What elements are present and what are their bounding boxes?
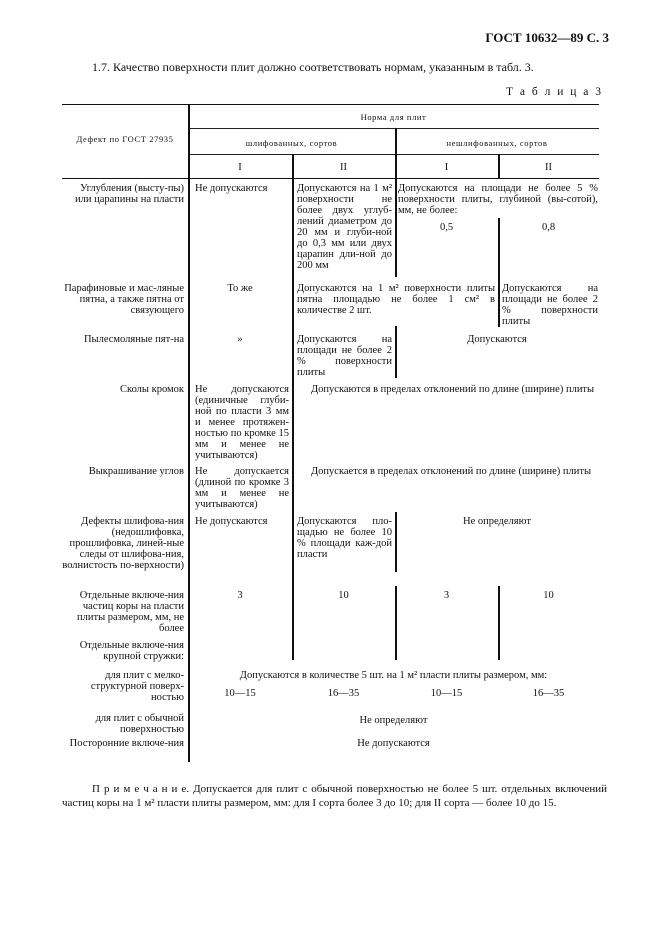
row1-defect: Углубления (высту-пы) или царапины на пласти [75, 183, 184, 205]
row5-rest: Допускается в пределах отклонений по длине (ширине) плиты [311, 466, 592, 477]
row8-defect: Отдельные включе-ния крупной стружки: [79, 640, 184, 662]
intro-paragraph: 1.7. Качество поверхности плит должно соответствовать нормам, указанным в табл. 3. [92, 60, 534, 74]
page-header: ГОСТ 10632—89 С. 3 [485, 30, 609, 45]
rule-under-norm [188, 128, 599, 129]
row9-unsanded-2: 16—35 [532, 688, 565, 699]
row9-unsanded-1: 10—15 [430, 688, 463, 699]
row2-defect: Парафиновые и мас-ляные пятна, а также пятна от связующего [64, 283, 184, 316]
row9-span: Допускаются в количестве 5 шт. на 1 м² пласти плиты размером, мм: [239, 670, 548, 681]
row4-rest: Допускаются в пределах отклонений по длине (ширине) плиты [311, 384, 595, 395]
grade-s1-header: I [238, 162, 242, 173]
col-norm-header: Норма для плит [360, 112, 427, 122]
row3-unsanded: Допускаются [467, 334, 527, 345]
row3-sanded-1: » [237, 334, 243, 345]
row7-unsanded-1: 3 [443, 590, 450, 601]
grade-u1-header: I [444, 162, 449, 173]
col-unsanded-header: нешлифованных, сортов [446, 138, 548, 148]
row2-s2-u1: Допускаются на 1 м² поверхности плиты пятна площадью не более 1 см² в количестве 2 шт. [297, 283, 495, 316]
row5-sanded-1: Не допускается (длиной по кромке 3 мм и менее не учитываются) [195, 466, 289, 510]
row11-span: Не допускаются [357, 738, 430, 749]
row2-unsanded-2: Допускаются на площади не более 2 % поверхности плиты [502, 283, 598, 327]
row6-sanded-2: Допускаются пло-щадью не более 10 % площади каж-дой пласти [297, 516, 392, 560]
grade-u2-header: II [545, 162, 552, 173]
row10-span: Не определяют [359, 715, 428, 726]
col-sanded-header: шлифованных, сортов [245, 138, 338, 148]
row9-sanded-2: 16—35 [327, 688, 360, 699]
header-bottom-rule [62, 178, 599, 179]
vline-u1-u2-a [498, 218, 500, 327]
row1-unsanded-span: Допускаются на площади не более 5 % поверхности плиты, глубиной (вы-сотой), мм, не более: [398, 183, 598, 216]
row11-defect: Посторонние включе-ния [69, 738, 184, 749]
row7-sanded-1: 3 [237, 590, 243, 601]
row10-defect: для плит с обычной поверхностью [95, 713, 184, 735]
row2-sanded-1: То же [227, 283, 253, 294]
row4-sanded-1: Не допускаются (единичные глуби-ной по пласти 3 мм и менее протяжен-ностью по кромке 15 мм и менее не учитываются) [195, 384, 289, 461]
row6-sanded-1: Не допускаются [195, 516, 268, 527]
row3-sanded-2: Допускаются на площади не более 2 % поверхности плиты [297, 334, 392, 378]
row9-defect: для плит с мелко-структурной поверх-ностью [90, 670, 184, 703]
row3-defect: Пылесмоляные пят-на [83, 334, 184, 345]
row7-defect: Отдельные включе-ния частиц коры на пласти плиты размером, мм, не более [77, 590, 184, 634]
table-title: Т а б л и ц а 3 [505, 86, 603, 98]
grade-s2-header: II [340, 162, 347, 173]
row4-defect: Сколы кромок [120, 384, 184, 395]
table-top-rule [62, 104, 599, 105]
row1-unsanded-2: 0,8 [541, 222, 556, 233]
vline-s1-s2 [292, 154, 294, 660]
row7-unsanded-2: 10 [543, 590, 554, 601]
row6-defect: Дефекты шлифова-ния (недошлифовка, прошлифовка, линей-ные следы от шлифова-ния, волнистость по-верхности) [62, 516, 184, 571]
rule-under-sort-groups [188, 154, 599, 155]
table-note: П р и м е ч а н и е. Допускается для плит с обычной поверхностью не более 5 шт. отдельных включений частиц коры на 1 м² пласти плиты размером, мм: для I сорта более 3 до 10; для II сорта — более 10 до 15. [62, 783, 607, 809]
row9-sanded-1: 10—15 [224, 688, 256, 699]
row7-sanded-2: 10 [338, 590, 349, 601]
col-defect-header: Дефект по ГОСТ 27935 [76, 134, 174, 144]
row1-sanded-1: Не допускаются [195, 183, 268, 194]
vline-defect [188, 104, 190, 762]
row5-defect: Выкрашивание углов [88, 466, 184, 477]
row1-unsanded-1: 0,5 [439, 222, 454, 233]
row1-sanded-2: Допускаются на 1 м² поверхности не более двух углуб-лений диаметром до 20 мм и глуби-ной до 0,3 мм или двух царапин дли-ной до 200 мм [297, 183, 392, 271]
row6-unsanded: Не определяют [463, 516, 531, 527]
vline-s2-u1-a [395, 128, 397, 277]
